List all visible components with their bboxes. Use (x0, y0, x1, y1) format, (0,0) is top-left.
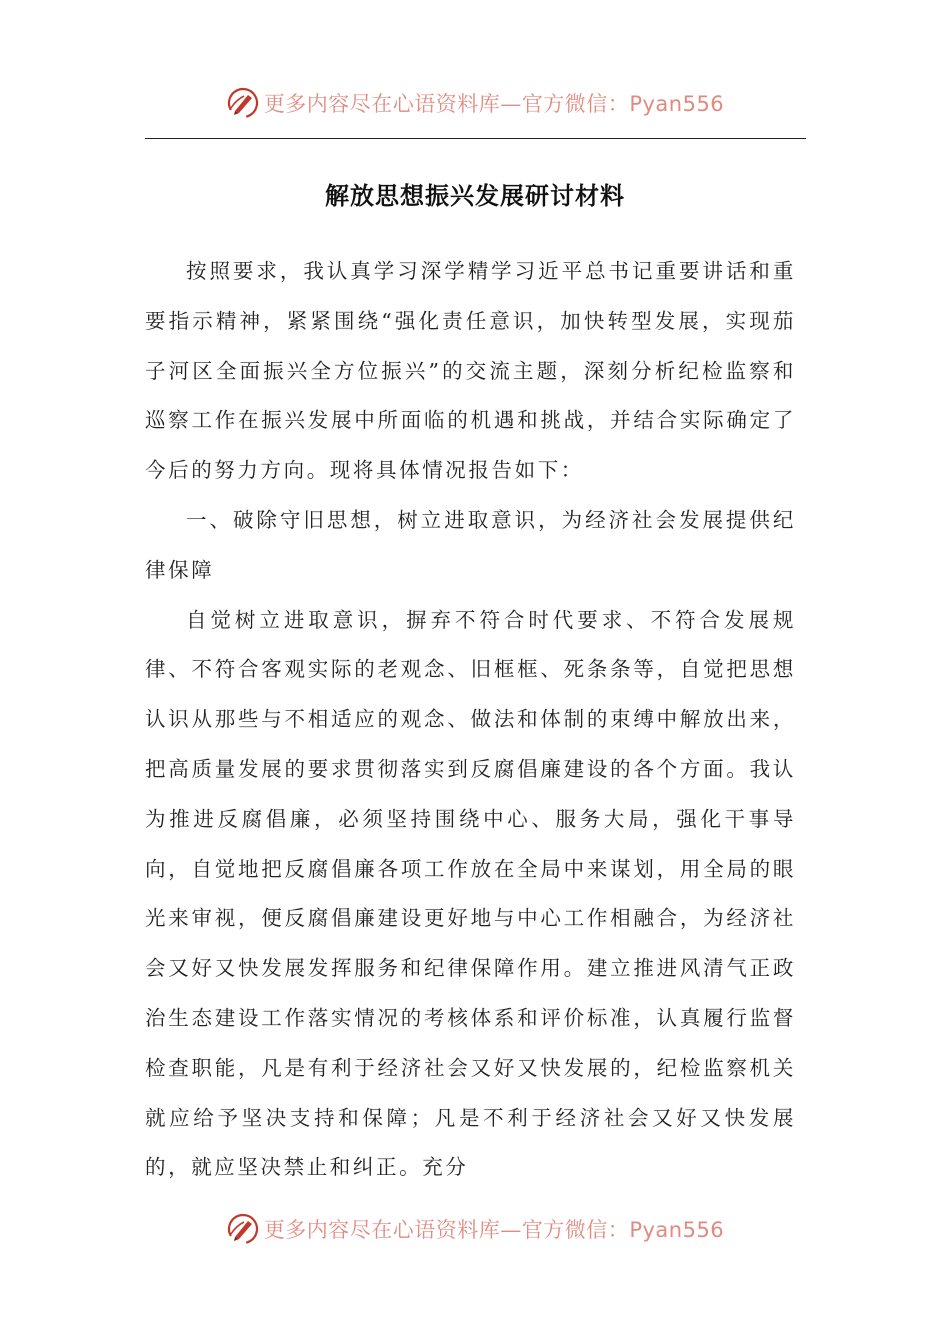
paragraph-section-1: 自觉树立进取意识，摒弃不符合时代要求、不符合发展规律、不符合客观实际的老观念、旧框框、死条条等，自觉把思想认识从那些与不相适应的观念、做法和体制的束缚中解放出来，把高质量发展的要求贯彻落实到反腐倡廉建设的各个方面。我认为推进反腐倡廉，必须坚持围绕中心、服务大局，强化干事导向，自觉地把反腐倡廉各项工作放在全局中来谋划，用全局的眼光来审视，便反腐倡廉建设更好地与中心工作相融合，为经济社会又好又快发展发挥服务和纪律保障作用。建立推进风清气正政治生态建设工作落实情况的考核体系和评价标准，认真履行监督检查职能，凡是有利于经济社会又好又快发展的，纪检监察机关就应给予坚决支持和保障；凡是不利于经济社会又好又快发展的，就应坚决禁止和纠正。充分 (145, 607, 796, 1180)
watermark-dash: — (500, 1218, 522, 1242)
paragraph-intro: 按照要求，我认真学习深学精学习近平总书记重要讲话和重要指示精神，紧紧围绕“强化责任意识，加快转型发展，实现茄子河区全面振兴全方位振兴”的交流主题，深刻分析纪检监察和巡察工作在振兴发展中所面临的机遇和挑战，并结合实际确定了今后的努力方向。现将具体情况报告如下： (145, 259, 796, 483)
watermark-brand: 更多内容尽在心语资料库 (263, 92, 501, 116)
document-body (145, 247, 796, 1193)
watermark-official: 官方微信： (521, 1218, 630, 1242)
watermark-wechat-id: Pyan556 (629, 1218, 725, 1242)
watermark-dash: — (500, 92, 522, 116)
document-title: 解放思想振兴发展研讨材料 (325, 182, 625, 210)
pen-circle-logo-icon (226, 86, 260, 120)
footer-watermark (0, 1206, 950, 1252)
pen-circle-logo-icon (226, 1212, 260, 1246)
section-heading-1: 一、破除守旧思想，树立进取意识，为经济社会发展提供纪律保障 (145, 507, 796, 582)
header-divider (145, 138, 806, 139)
watermark-brand: 更多内容尽在心语资料库 (263, 1218, 501, 1242)
watermark-official: 官方微信： (521, 92, 630, 116)
header-watermark (0, 80, 950, 126)
watermark-wechat-id: Pyan556 (629, 92, 725, 116)
